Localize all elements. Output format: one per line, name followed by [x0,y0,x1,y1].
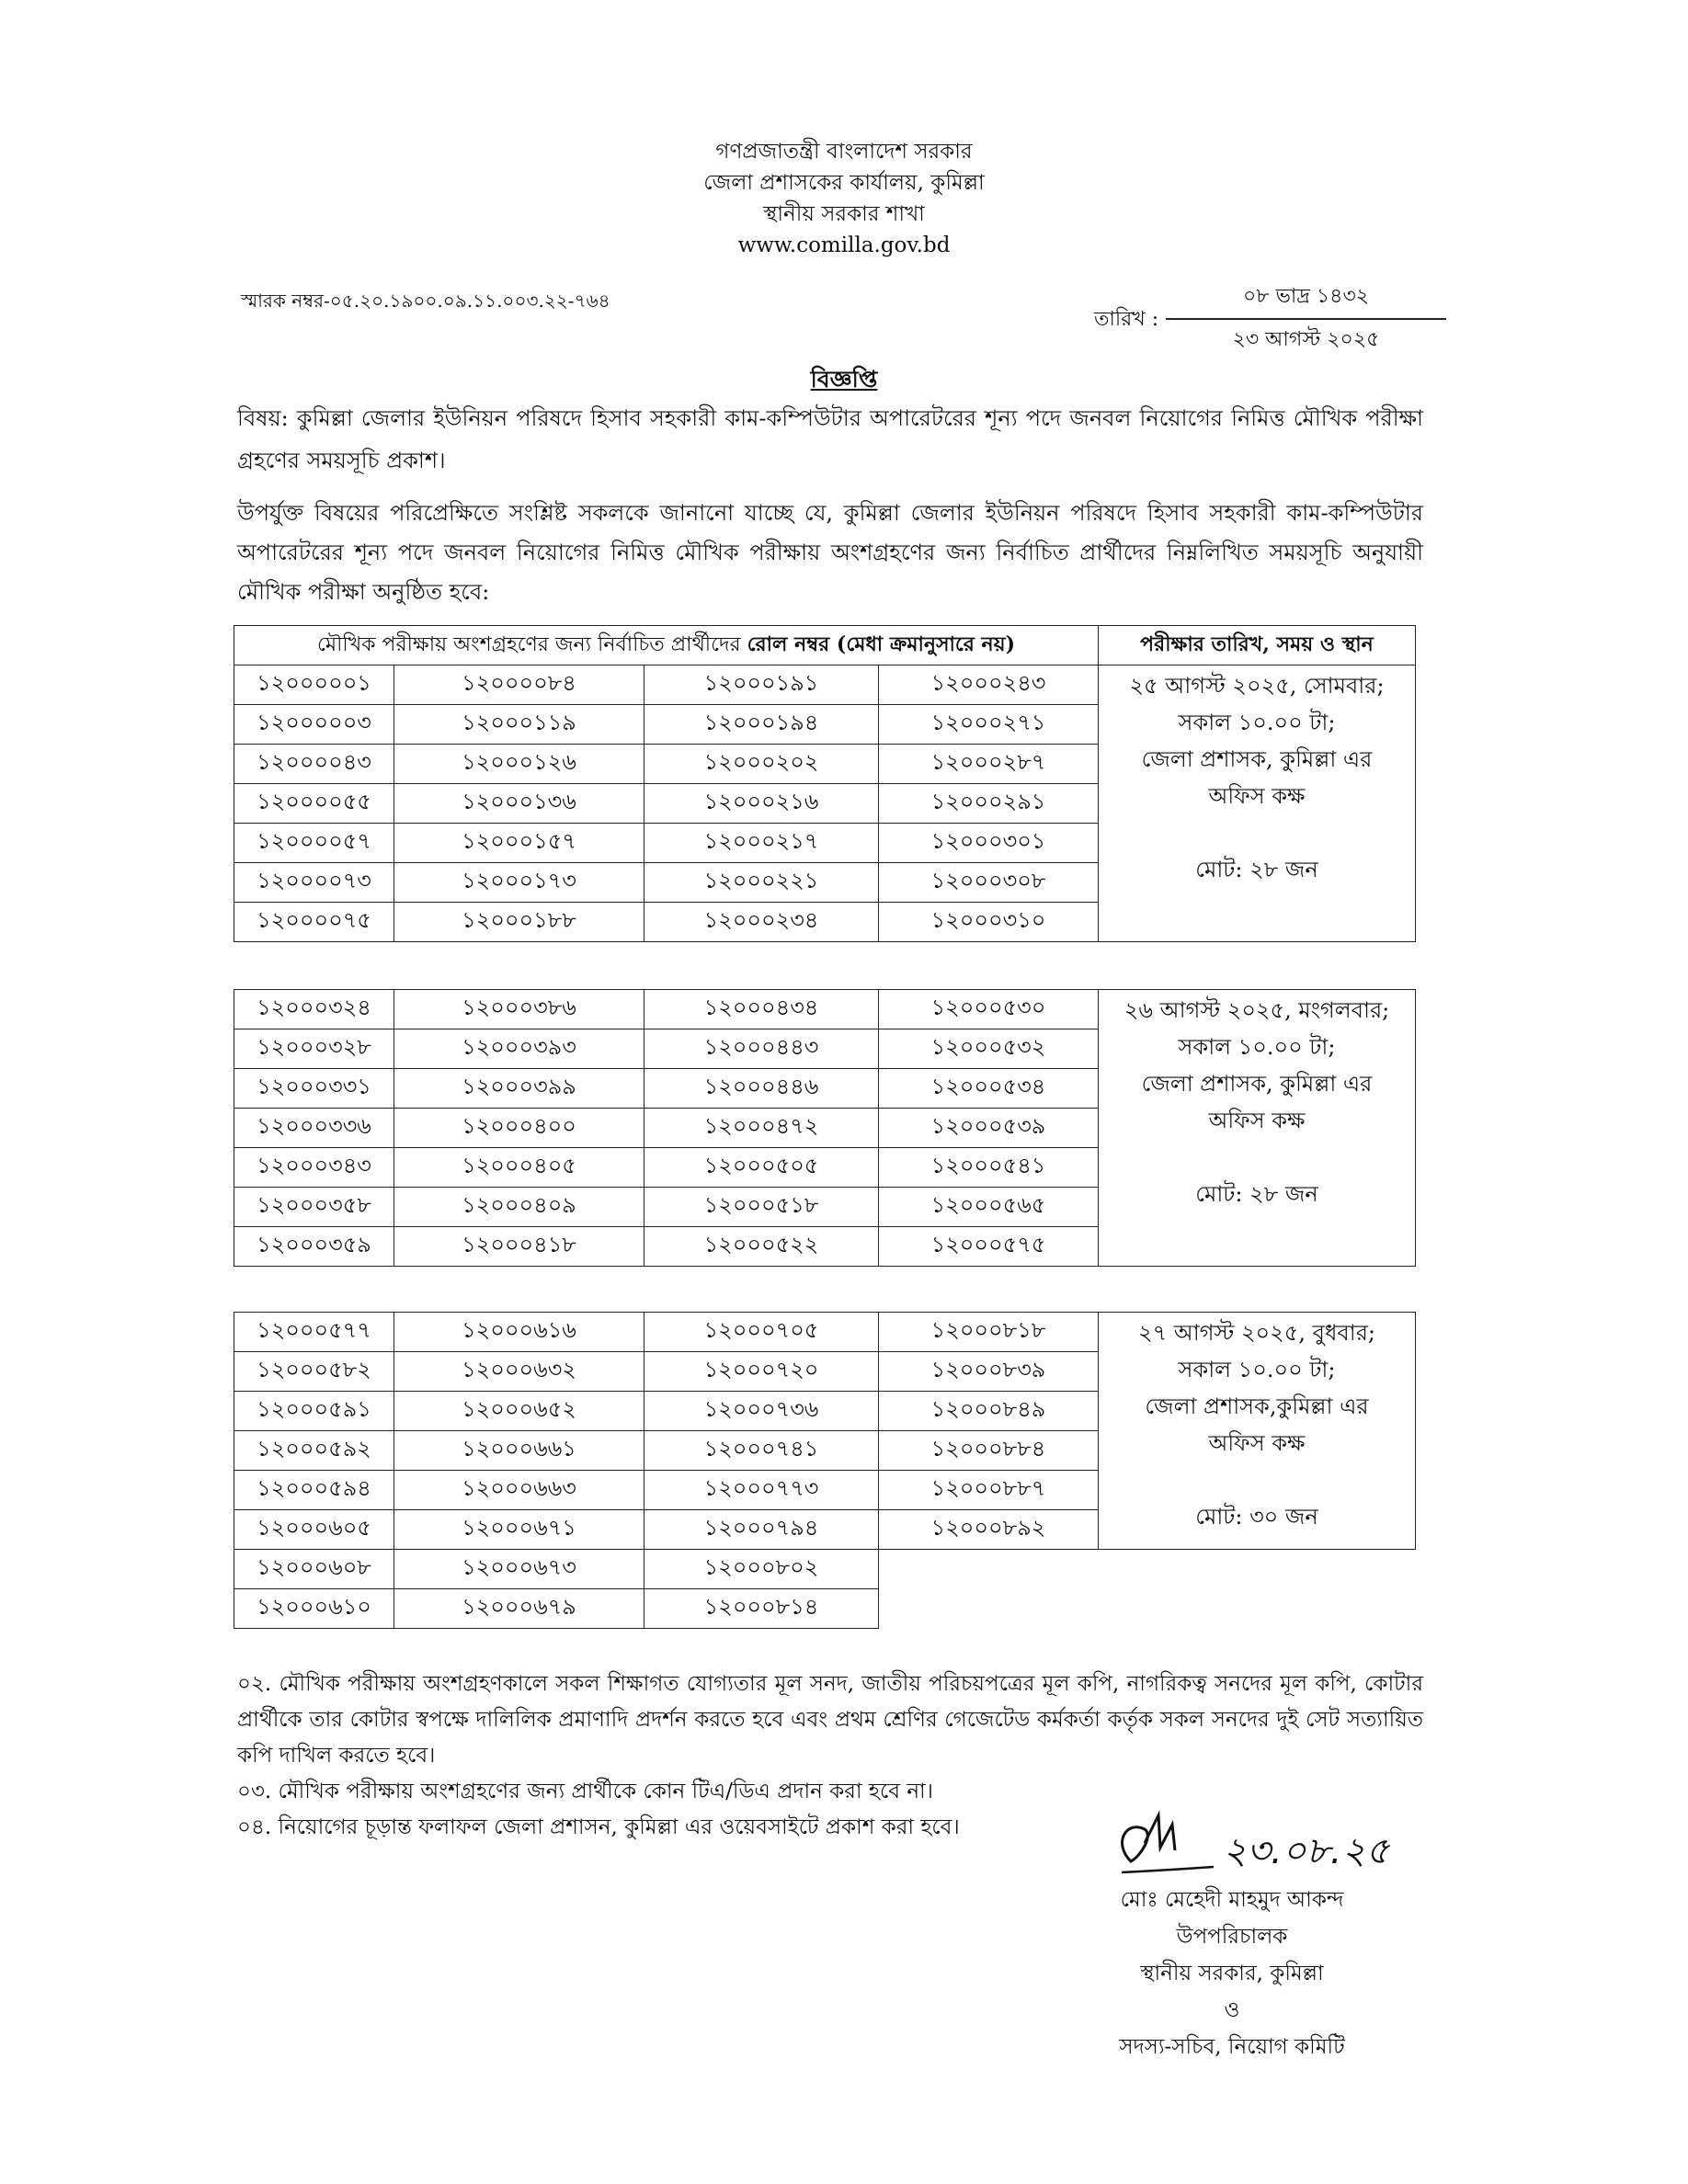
notice-title: বিজ্ঞপ্তি [810,366,878,392]
signatory-block [1039,1882,1425,2065]
table-row: ১২০০০৫৯১ ১২০০০৬৫২ ১২০০০৭৩৬ ১২০০০৮৪৯ [234,1392,1416,1431]
note-02: ০২. মৌখিক পরীক্ষায় অংশগ্রহণকালে সকল শিক্ষাগত যোগ্যতার মূল সনদ, জাতীয় পরিচয়পত্রের মূল কপি, নাগরিকত্ব সনদের মূল কপি, কোটার প্রার্থীকে তার কোটার স্বপক্ষে দালিলিক প্রমাণাদি প্রদর্শন করতে হবে এবং প্রথম শ্রেণির গেজেটেড কর্মকর্তা কর্তৃক সকল সনদের দুই সেট সত্যায়িত কপি দাখিল করতে হবে। [237,1672,1423,1768]
rolls-header: মৌখিক পরীক্ষায় অংশগ্রহণের জন্য নির্বাচিত প্রার্থীদের রোল নম্বর (মেধা ক্রমানুসারে নয়) [234,626,1099,665]
table-row: ১২০০০৬০৮ ১২০০০৬৭৩ ১২০০০৮০২ [234,1550,1416,1589]
table-row: ১২০০০৫৭৭ ১২০০০৬১৬ ১২০০০৭০৫ ১২০০০৮১৮ ২৭ আগস্ট ২০২৫, বুধবার; সকাল ১০.০০ টা; জেলা প্রশাসক,কুমিল্লা এর অফিস কক্ষ মোট: ৩০ জন [234,1313,1416,1352]
memo-number: স্মারক নম্বর-০৫.২০.১৯০০.০৯.১১.০০৩.২২-৭৬৪ [241,290,610,312]
table-row: ১২০০০০৫৫ ১২০০০১৩৬ ১২০০০২১৬ ১২০০০২৯১ [234,784,1416,824]
schedule-cell: ২৬ আগস্ট ২০২৫, মংগলবার; সকাল ১০.০০ টা; জেলা প্রশাসক, কুমিল্লা এর অফিস কক্ষ মোট: ২৮ জন [1099,990,1416,1267]
signatory-name: মোঃ মেহেদী মাহমুদ আকন্দ [1120,1888,1344,1912]
subject: বিষয়: কুমিল্লা জেলার ইউনিয়ন পরিষদে হিসাব সহকারী কাম-কম্পিউটার অপারেটরের শূন্য পদে জনবল নিয়োগের নিমিত্ত মৌখিক পরীক্ষা গ্রহণের সময়সূচি প্রকাশ। [237,405,1423,473]
table-row: ১২০০০০০৩ ১২০০০১১৯ ১২০০০১৯৪ ১২০০০২৭১ [234,705,1416,745]
schedule-header: পরীক্ষার তারিখ, সময় ও স্থান [1099,626,1416,665]
table-row: ১২০০০৩৫৯ ১২০০০৪১৮ ১২০০০৫২২ ১২০০০৫৭৫ [234,1227,1416,1267]
note-04: ০৪. নিয়োগের চূড়ান্ত ফলাফল জেলা প্রশাসন, কুমিল্লা এর ওয়েবসাইটে প্রকাশ করা হবে। [237,1815,960,1839]
table-row: ১২০০০৩৩১ ১২০০০৩৯৯ ১২০০০৪৪৬ ১২০০০৫৩৪ [234,1069,1416,1109]
signatory-conjunction: ও [1224,1998,1240,2022]
table-row: ১২০০০৩২৪ ১২০০০৩৮৬ ১২০০০৪৩৪ ১২০০০৫৩০ ২৬ আগস্ট ২০২৫, মংগলবার; সকাল ১০.০০ টা; জেলা প্রশাসক, কুমিল্লা এর অফিস কক্ষ মোট: ২৮ জন [234,990,1416,1029]
note-03: ০৩. মৌখিক পরীক্ষায় অংশগ্রহণের জন্য প্রার্থীকে কোন টিএ/ডিএ প্রদান করা হবে না। [237,1780,933,1803]
office-name: জেলা প্রশাসকের কার্যালয়, কুমিল্লা [703,171,985,195]
table-row: ১২০০০৬০৫ ১২০০০৬৭১ ১২০০০৭৯৪ ১২০০০৮৯২ [234,1510,1416,1550]
table-row: ১২০০০৩৪৩ ১২০০০৪০৫ ১২০০০৫০৫ ১২০০০৫৪১ [234,1148,1416,1188]
table-row: ১২০০০৩২৮ ১২০০০৩৯৩ ১২০০০৪৪৩ ১২০০০৫৩২ [234,1029,1416,1069]
date-bangla: ০৮ ভাদ্র ১৪৩২ [1166,280,1446,320]
section-name: স্থানীয় সরকার শাখা [763,202,925,226]
date-english: ২৩ আগস্ট ২০২৫ [1232,328,1380,351]
table-row: ১২০০০০৪৩ ১২০০০১২৬ ১২০০০২০২ ১২০০০২৮৭ [234,745,1416,784]
roll-table-1 [234,625,1416,942]
signatory-role: সদস্য-সচিব, নিয়োগ কমিটি [1119,2035,1345,2059]
website: www.comilla.gov.bd [737,233,951,257]
table-row: ১২০০০৫৯৪ ১২০০০৬৬৩ ১২০০০৭৭৩ ১২০০০৮৮৭ [234,1471,1416,1510]
letterhead [0,136,1688,261]
table-row: ১২০০০০৭৫ ১২০০০১৮৮ ১২০০০২৩৪ ১২০০০৩১০ [234,903,1416,942]
signatory-office: স্থানীয় সরকার, কুমিল্লা [1140,1962,1324,1985]
table-row: ১২০০০৫৮২ ১২০০০৬৩২ ১২০০০৭২০ ১২০০০৮৩৯ [234,1352,1416,1392]
signature-date: ২৩.০৮.২৫ [1223,1830,1390,1872]
table-row: ১২০০০০০১ ১২০০০০৮৪ ১২০০০১৯১ ১২০০০২৪৩ ২৫ আগস্ট ২০২৫, সোমবার; সকাল ১০.০০ টা; জেলা প্রশাসক, কুমিল্লা এর অফিস কক্ষ মোট: ২৮ জন [234,665,1416,705]
signatory-designation: উপপরিচালক [1176,1925,1288,1949]
schedule-cell: ২৫ আগস্ট ২০২৫, সোমবার; সকাল ১০.০০ টা; জেলা প্রশাসক, কুমিল্লা এর অফিস কক্ষ মোট: ২৮ জন [1099,665,1416,942]
table-row: ১২০০০০৫৭ ১২০০০১৫৭ ১২০০০২১৭ ১২০০০৩০১ [234,824,1416,863]
govt-name: গণপ্রজাতন্ত্রী বাংলাদেশ সরকার [715,140,973,164]
roll-table-3 [234,1312,1416,1629]
schedule-cell: ২৭ আগস্ট ২০২৫, বুধবার; সকাল ১০.০০ টা; জেলা প্রশাসক,কুমিল্লা এর অফিস কক্ষ মোট: ৩০ জন [1099,1313,1416,1550]
roll-table-2 [234,989,1416,1267]
table-row: ১২০০০০৭৩ ১২০০০১৭৩ ১২০০০২২১ ১২০০০৩০৮ [234,863,1416,903]
date-label: তারিখ : [1094,308,1159,331]
table-row: ১২০০০৬১০ ১২০০০৬৭৯ ১২০০০৮১৪ [234,1589,1416,1629]
table-row: ১২০০০৩৩৬ ১২০০০৪০০ ১২০০০৪৭২ ১২০০০৫৩৯ [234,1109,1416,1148]
intro-paragraph: উপর্যুক্ত বিষয়ের পরিপ্রেক্ষিতে সংশ্লিষ্ট সকলকে জানানো যাচ্ছে যে, কুমিল্লা জেলার ইউনিয়ন পরিষদে হিসাব সহকারী কাম-কম্পিউটার অপারেটরের শূন্য পদে জনবল নিয়োগের নিমিত্ত মৌখিক পরীক্ষায় অংশগ্রহণের জন্য নির্বাচিত প্রার্থীদের নিম্নলিখিত সময়সূচি অনুযায়ী মৌখিক পরীক্ষা অনুষ্ঠিত হবে: [237,500,1423,605]
handwritten-signature [1103,1806,1416,1889]
table-row: ১২০০০৫৯২ ১২০০০৬৬১ ১২০০০৭৪১ ১২০০০৮৮৪ [234,1431,1416,1471]
date-box [1166,280,1446,358]
table-row: ১২০০০৩৫৮ ১২০০০৪০৯ ১২০০০৫১৮ ১২০০০৫৬৫ [234,1188,1416,1227]
